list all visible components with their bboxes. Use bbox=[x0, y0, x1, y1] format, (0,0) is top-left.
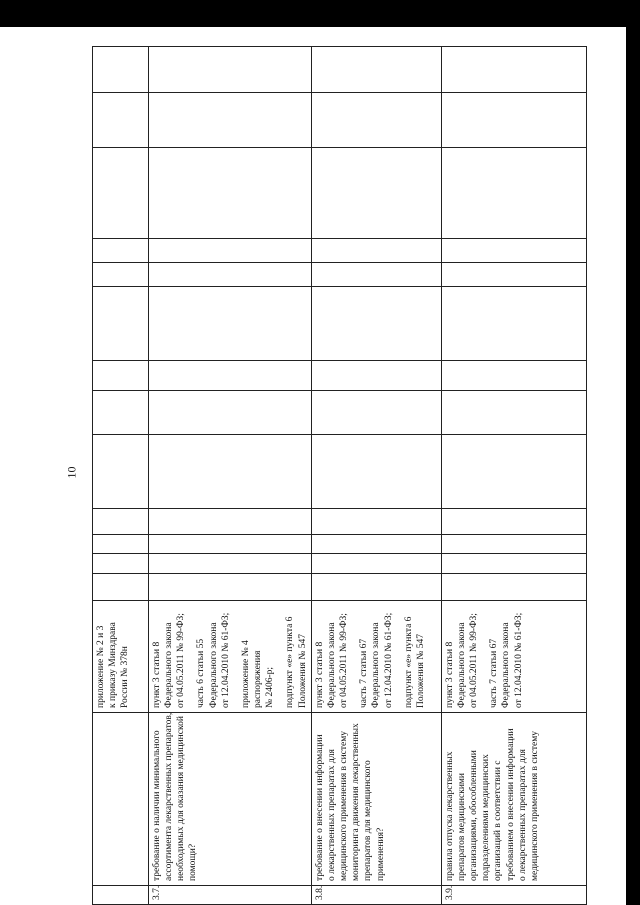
text-line: России № 378н bbox=[120, 646, 131, 708]
text-line: от 04.05.2011 № 99-ФЗ; bbox=[469, 613, 480, 708]
text-line: Положения № 547 bbox=[297, 634, 308, 708]
text-line: о лекарственных препаратах для bbox=[517, 749, 528, 881]
requirement-cell bbox=[149, 713, 312, 886]
table-row bbox=[311, 47, 441, 905]
line-gap bbox=[395, 605, 403, 708]
text-line: помощи? bbox=[188, 843, 199, 881]
basis-cell bbox=[93, 601, 149, 713]
text-line: о лекарственных препаратах для bbox=[326, 749, 337, 881]
text-line: часть 7 статьи 67 bbox=[489, 638, 500, 708]
line-gap bbox=[232, 605, 240, 708]
text-line: подпункт «е» пункта 6 bbox=[403, 616, 414, 708]
text-line: препаратов медицинскими bbox=[456, 773, 467, 881]
requirement-cell bbox=[441, 713, 586, 886]
basis-cell bbox=[441, 601, 586, 713]
basis-cell bbox=[311, 601, 441, 713]
line-gap bbox=[276, 605, 284, 708]
text-line: требование о наличии минимального bbox=[152, 730, 162, 881]
text-line: организациями, обособленными bbox=[469, 750, 480, 881]
text-line: ассортимента лекарственных препаратов, bbox=[164, 712, 175, 881]
text-line: от 12.04.2010 № 61-ФЗ; bbox=[513, 612, 524, 708]
text-line: мониторинга движения лекарственных bbox=[351, 723, 362, 881]
text-line: организаций в соответствии с bbox=[493, 760, 504, 881]
text-line: пункт 3 статьи 8 bbox=[152, 641, 162, 708]
text-line: Федерального закона bbox=[371, 622, 382, 708]
requirement-cell bbox=[93, 713, 149, 886]
rotated-table-container bbox=[92, 47, 541, 905]
text-line: Федерального закона bbox=[456, 622, 467, 708]
text-line: Федерального закона bbox=[501, 622, 512, 708]
text-line: приложение № 4 bbox=[240, 640, 251, 708]
text-line: медицинского применения в систему bbox=[339, 730, 350, 881]
requirement-cell bbox=[311, 713, 441, 886]
text-line: № 2406-р; bbox=[265, 667, 276, 708]
text-line: необходимых для оказания медицинской bbox=[176, 716, 187, 881]
text-line: Положения № 547 bbox=[415, 634, 426, 708]
text-line: Федерального закона bbox=[208, 622, 219, 708]
inspection-table bbox=[92, 46, 587, 905]
page-number: 10 bbox=[64, 466, 79, 479]
row-number: 3.7. bbox=[149, 886, 312, 905]
table-row bbox=[149, 47, 312, 905]
line-gap bbox=[480, 605, 488, 708]
line-gap bbox=[187, 605, 195, 708]
text-line: распоряжения bbox=[253, 650, 264, 708]
row-number bbox=[93, 886, 149, 905]
text-line: применения? bbox=[375, 827, 386, 881]
table-row bbox=[441, 47, 586, 905]
row-number: 3.8. bbox=[311, 886, 441, 905]
text-line: пункт 3 статьи 8 bbox=[444, 641, 455, 708]
text-line: к приказу Минздрава bbox=[108, 622, 119, 708]
row-number: 3.9. bbox=[441, 886, 586, 905]
text-line: часть 7 статьи 67 bbox=[359, 638, 370, 708]
text-line: от 12.04.2010 № 61-ФЗ; bbox=[383, 612, 394, 708]
text-line: приложение № 2 и 3 bbox=[96, 625, 106, 708]
text-line: от 12.04.2010 № 61-ФЗ; bbox=[220, 612, 231, 708]
text-line: пункт 3 статьи 8 bbox=[314, 641, 325, 708]
text-line: Федерального закона bbox=[326, 622, 337, 708]
scan-edge bbox=[626, 27, 640, 905]
text-line: Федерального закона bbox=[164, 622, 175, 708]
text-line: требование о внесении информации bbox=[314, 734, 325, 881]
text-line: требованием о внесении информации bbox=[505, 728, 516, 881]
text-line: подпункт «е» пункта 6 bbox=[285, 616, 296, 708]
text-line: от 04.05.2011 № 99-ФЗ; bbox=[176, 613, 187, 708]
text-line: подразделениями медицинских bbox=[481, 754, 492, 881]
text-line: от 04.05.2011 № 99-ФЗ; bbox=[339, 613, 350, 708]
text-line: препаратов для медицинского bbox=[363, 760, 374, 881]
text-line: медицинского применения в систему bbox=[529, 730, 540, 881]
table-row bbox=[93, 47, 149, 905]
line-gap bbox=[350, 605, 358, 708]
scanned-page bbox=[0, 27, 640, 905]
basis-cell bbox=[149, 601, 312, 713]
text-line: правила отпуска лекарственных bbox=[444, 751, 455, 881]
text-line: часть 6 статьи 55 bbox=[196, 638, 207, 708]
